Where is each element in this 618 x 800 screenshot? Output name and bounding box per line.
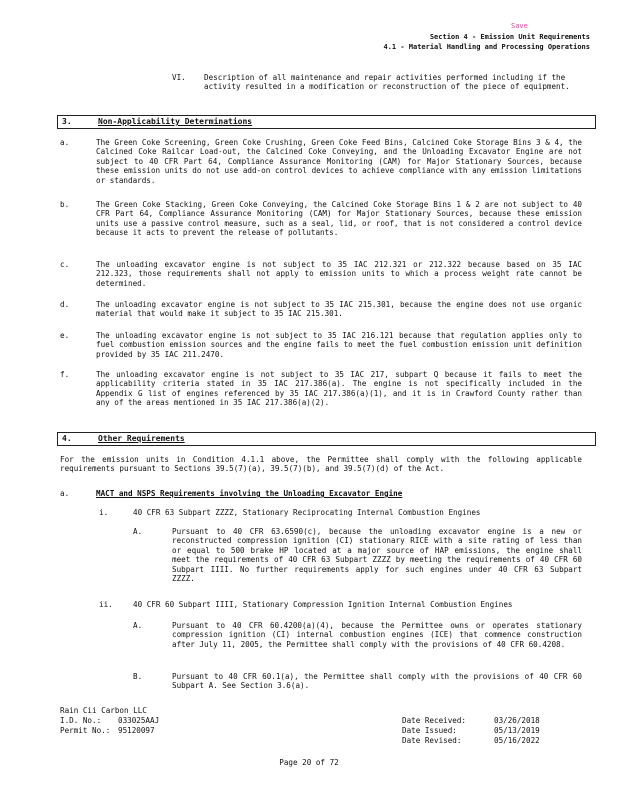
- non-app-c-text: The unloading excavator engine is not subject to 35 IAC 212.321 or 212.322 because based on 35 IAC 212.323, those requirements shall not apply to emission units to which a process weight rate cannot be determined.: [96, 260, 582, 288]
- footer-permit-label: Permit No.:: [60, 726, 111, 735]
- footer-issued-value: 05/13/2019: [494, 726, 540, 735]
- footer-issued-label: Date Issued:: [402, 726, 457, 735]
- non-app-f-label: f.: [60, 370, 70, 379]
- non-app-b-text: The Green Coke Stacking, Green Coke Conveying, the Calcined Coke Storage Bins 1 & 2 are not subject to 40 CFR Part 64, Compliance Assurance Monitoring (CAM) for Major Stationary Sources, because these emission units use a passive control measure, such as a seal, lid, or roof, that is not considered a control device because it acts to prevent the release of pollutants.: [96, 200, 582, 238]
- section-3-box: [57, 115, 596, 129]
- footer-company: Rain Cii Carbon LLC: [60, 706, 147, 715]
- sub-ii-b-label: B.: [133, 672, 143, 681]
- footer-permit-value: 95120097: [118, 726, 155, 735]
- sub-i-title: 40 CFR 63 Subpart ZZZZ, Stationary Reciprocating Internal Combustion Engines: [133, 508, 481, 517]
- sub-ii-b-text: Pursuant to 40 CFR 60.1(a), the Permittee shall comply with the provisions of 40 CFR 60 Subpart A. See Section 3.6(a).: [172, 672, 582, 691]
- non-app-e-label: e.: [60, 331, 70, 340]
- footer-revised-value: 05/16/2022: [494, 736, 540, 745]
- non-app-a-label: a.: [60, 138, 70, 147]
- section-4-number: 4.: [62, 434, 72, 443]
- footer-received-value: 03/26/2018: [494, 716, 540, 725]
- header-section: Section 4 - Emission Unit Requirements: [429, 33, 590, 41]
- sub-ii-a-label: A.: [133, 621, 143, 630]
- footer-revised-label: Date Revised:: [402, 736, 462, 745]
- save-stamp[interactable]: Save: [511, 22, 528, 30]
- non-app-a-text: The Green Coke Screening, Green Coke Crushing, Green Coke Feed Bins, Calcined Coke Storage Bins 3 & 4, the Calcined Coke Railcar Load-out, the Calcined Coke Conveying, and the Unloading Excavator Engine are not subject to 40 CFR Part 64, Compliance Assurance Monitoring (CAM) for Major Stationary Sources, because these emission units do not use add-on control devices to achieve compliance with any emission limitations or standards.: [96, 138, 582, 185]
- sub-i-a-text: Pursuant to 40 CFR 63.6590(c), because the unloading excavator engine is a new or reconstructed compression ignition (CI) stationary RICE with a site rating of less than or equal to 500 brake HP located at a major source of HAP emissions, the engine shall meet the requirements of 40 CFR 63 Subpart ZZZZ by meeting the requirements of 40 CFR 60 Subpart IIII. No further requirements apply for such engines under 40 CFR 63 Subpart ZZZZ.: [172, 527, 582, 584]
- sub-i-a-label: A.: [133, 527, 143, 536]
- non-app-d-label: d.: [60, 300, 70, 309]
- non-app-e-text: The unloading excavator engine is not subject to 35 IAC 216.121 because that regulation applies only to fuel combustion emission sources and the engine fails to meet the fuel combustion emission unit definition provided by 35 IAC 211.2470.: [96, 331, 582, 359]
- item-vi-text: Description of all maintenance and repair activities performed including if the activity resulted in a modification or reconstruction of the piece of equipment.: [204, 73, 570, 92]
- sub-i-label: i.: [99, 508, 109, 517]
- non-app-b-label: b.: [60, 200, 70, 209]
- footer-received-label: Date Received:: [402, 716, 467, 725]
- item-vi-label: VI.: [172, 73, 186, 82]
- section-3-number: 3.: [62, 117, 72, 126]
- footer-id-value: 033025AAJ: [118, 716, 160, 725]
- other-requirements-intro: For the emission units in Condition 4.1.1 above, the Permittee shall comply with the following applicable requirements pursuant to Sections 39.5(7)(a), 39.5(7)(b), and 39.5(7)(d) of the Act.: [60, 455, 582, 474]
- sub-ii-label: ii.: [99, 600, 113, 609]
- section-3-title: Non-Applicability Determinations: [98, 117, 253, 126]
- section-4-title: Other Requirements: [98, 434, 185, 443]
- page-number: Page 20 of 72: [279, 758, 339, 767]
- item-a-title: MACT and NSPS Requirements involving the Unloading Excavator Engine: [96, 489, 403, 498]
- footer-id-label: I.D. No.:: [60, 716, 102, 725]
- sub-ii-title: 40 CFR 60 Subpart IIII, Stationary Compression Ignition Internal Combustion Engines: [133, 600, 513, 609]
- non-app-f-text: The unloading excavator engine is not subject to 35 IAC 217, subpart Q because it fails to meet the applicability criteria stated in 35 IAC 217.386(a). The engine is not specifically included in the Appendix G list of engines referenced by 35 IAC 217.386(a)(1), and it is in Crawford County rather than any of the areas mentioned in 35 IAC 217.386(a)(2).: [96, 370, 582, 408]
- non-app-c-label: c.: [60, 260, 70, 269]
- non-app-d-text: The unloading excavator engine is not subject to 35 IAC 215.301, because the engine does not use organic material that would make it subject to 35 IAC 215.301.: [96, 300, 582, 319]
- header-subsection: 4.1 - Material Handling and Processing Operations: [383, 43, 590, 51]
- section-4-box: [57, 432, 596, 446]
- item-a-label: a.: [60, 489, 70, 498]
- sub-ii-a-text: Pursuant to 40 CFR 60.4200(a)(4), because the Permittee owns or operates stationary compression ignition (CI) internal combustion engines (ICE) that commence construction after July 11, 2005, the Permittee shall comply with the provisions of 40 CFR 60.4208.: [172, 621, 582, 649]
